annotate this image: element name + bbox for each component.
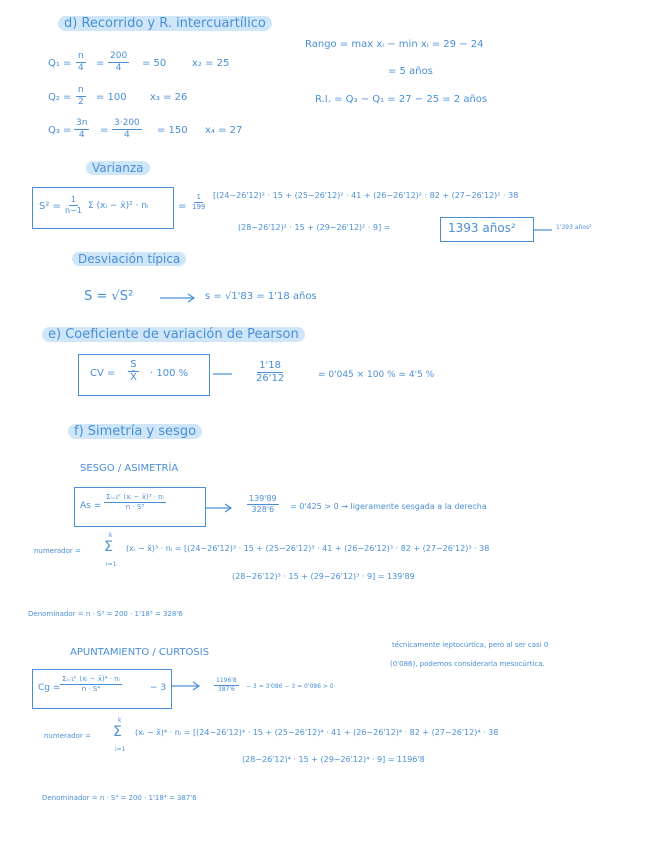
cv-result-den: 26'12 <box>256 373 285 384</box>
cg-result-den: 387'6 <box>217 686 235 693</box>
rango-line2: = 5 años <box>388 66 433 77</box>
q2-frac-den: 2 <box>78 97 84 107</box>
cv-rest: · 100 % <box>150 368 189 379</box>
cv-result-num: 1'18 <box>259 360 282 371</box>
q2-fraction <box>76 86 86 107</box>
q3-eq: = <box>100 125 109 136</box>
q3-rest: = 150 <box>157 125 188 136</box>
cg-frac <box>60 676 122 693</box>
cv-rest-result: = 0'045 × 100 % = 4'5 % <box>318 370 435 380</box>
varianza-eq: = <box>178 201 187 212</box>
as-numerador-expr: (xᵢ − x̄)³ · nᵢ = [(24−26'12)³ · 15 + (25−26'12)³ · 41 + (26−26'12)³ · 82 + (27−26'12)³ · 38 <box>126 544 490 553</box>
q3-frac2-den: 4 <box>124 130 130 140</box>
cg-sum-symbol: Σ <box>113 724 122 740</box>
cg-numerador-line2: (28−26'12)⁴ · 15 + (29−26'12)⁴ · 9] = 1196'8 <box>242 755 425 764</box>
q3-fraction2 <box>112 119 142 140</box>
cg-frac-den: n · S⁴ <box>81 685 101 693</box>
as-rest: = 0'425 > 0 → ligeramente sesgada a la derecha <box>290 502 487 511</box>
as-frac-den: n · S³ <box>125 503 145 511</box>
q1-rest: = 50 <box>142 58 167 69</box>
varianza-frac-num: 1 <box>196 193 201 201</box>
varianza-note: 1'393 años² <box>556 224 592 231</box>
as-lhs: As = <box>80 501 102 511</box>
cg-lhs: Cg = <box>38 683 61 693</box>
q2-rest: = 100 <box>96 92 127 103</box>
curtosis-note2: (0'086), podemos considerarla mesocúrtica. <box>390 660 545 668</box>
q1-frac-num: n <box>78 51 84 61</box>
q3-x: x₄ = 27 <box>205 125 243 136</box>
as-numerador-label: numerador = <box>34 547 81 555</box>
varianza-line1: [(24−26'12)² · 15 + (25−26'12)² · 41 + (26−26'12)² · 82 + (27−26'12)² · 38 <box>213 191 519 200</box>
section-e-title: e) Coeficiente de variación de Pearson <box>42 327 305 342</box>
cg-sum-top: k <box>118 717 122 724</box>
cv-frac-den: X̄ <box>130 372 137 383</box>
cg-tail: − 3 <box>150 683 167 693</box>
varianza-formula-frac-num: 1 <box>70 195 76 204</box>
varianza-label: Varianza <box>86 161 150 175</box>
varianza-formula-frac <box>63 196 84 215</box>
cg-numerador-label: numerador = <box>44 732 91 740</box>
q2-frac-num: n <box>78 85 84 95</box>
varianza-frac <box>190 194 207 211</box>
sesgo-label: SESGO / ASIMETRÍA <box>80 463 179 474</box>
varianza-line2: (28−26'12)² · 15 + (29−26'12)² · 9] = <box>238 223 391 232</box>
as-result-frac <box>247 495 279 514</box>
as-sum-top: k <box>109 532 113 539</box>
curtosis-note1: técnicamente leptocúrtica, pero al ser casi 0 <box>392 641 549 649</box>
q3-fraction <box>74 119 89 140</box>
cv-lhs: CV = <box>90 368 116 379</box>
desviacion-rhs: s = √1'83 = 1'18 años <box>205 291 317 302</box>
varianza-formula-rest: Σ (xᵢ − x̄)² · nᵢ <box>88 201 149 211</box>
desviacion-lhs: S = √S² <box>84 289 134 304</box>
desviacion-label: Desviación típica <box>72 252 186 266</box>
varianza-formula-frac-den: n−1 <box>65 206 82 215</box>
ri-line: R.I. = Q₃ − Q₁ = 27 − 25 = 2 años <box>315 94 488 105</box>
cg-denominador: Denominador = n · S⁴ = 200 · 1'18⁴ = 387'6 <box>42 794 197 802</box>
q2-x: x₃ = 26 <box>150 92 188 103</box>
q1-eq: = <box>96 58 105 69</box>
apuntamiento-label: APUNTAMIENTO / CURTOSIS <box>70 647 210 658</box>
q3-frac-num: 3n <box>76 118 88 128</box>
q1-x: x₂ = 25 <box>192 58 230 69</box>
cg-result-num: 1196'8 <box>216 677 237 684</box>
rango-line1: Rango = max xᵢ − min xᵢ = 29 − 24 <box>305 39 484 50</box>
cv-frac-num: S <box>130 359 137 370</box>
q1-fraction <box>76 52 86 73</box>
q2-lhs: Q₂ = <box>48 92 72 103</box>
varianza-lhs: S² = <box>39 201 61 212</box>
as-frac-num: Σᵢ₌₁ᵏ (xᵢ − x̄)³ · nᵢ <box>106 493 164 501</box>
cg-sum-bot: i=1 <box>115 746 126 753</box>
as-numerador-line2: (28−26'12)³ · 15 + (29−26'12)³ · 9] = 139'89 <box>232 572 415 581</box>
q3-frac-den: 4 <box>78 130 85 140</box>
q1-frac-den: 4 <box>78 63 84 73</box>
as-result-den: 328'6 <box>251 505 275 514</box>
as-frac <box>104 494 166 511</box>
cg-rest: − 3 = 3'086 − 3 = 0'086 > 0 <box>246 683 334 690</box>
cv-frac <box>128 360 139 383</box>
as-sum-symbol: Σ <box>104 539 113 555</box>
cg-result-frac <box>214 678 239 693</box>
as-denominador: Denominador = n · S³ = 200 · 1'18³ = 328'6 <box>28 610 183 618</box>
q3-frac2-num: 3·200 <box>114 118 140 128</box>
q1-fraction2 <box>108 52 129 73</box>
cv-result-frac <box>254 361 286 384</box>
varianza-frac-den: 199 <box>192 203 206 211</box>
q1-frac2-num: 200 <box>110 51 128 61</box>
as-sum-bot: i=1 <box>106 561 117 568</box>
q1-lhs: Q₁ = <box>48 58 72 69</box>
as-result-num: 139'89 <box>249 494 277 503</box>
q3-lhs: Q₃ = <box>48 125 72 136</box>
section-d-title: d) Recorrido y R. intercuartílico <box>58 16 272 31</box>
q1-frac2-den: 4 <box>115 63 122 73</box>
varianza-result: 1393 años² <box>448 221 516 235</box>
cg-numerador-expr: (xᵢ − x̄)⁴ · nᵢ = [(24−26'12)⁴ · 15 + (25−26'12)⁴ · 41 + (26−26'12)⁴ · 82 + (27−26'12)⁴ · 38 <box>135 728 499 737</box>
cg-frac-num: Σᵢ₌₁ᵏ (xᵢ − x̄)⁴ · nᵢ <box>62 675 120 683</box>
section-f-title: f) Simetría y sesgo <box>68 424 202 439</box>
